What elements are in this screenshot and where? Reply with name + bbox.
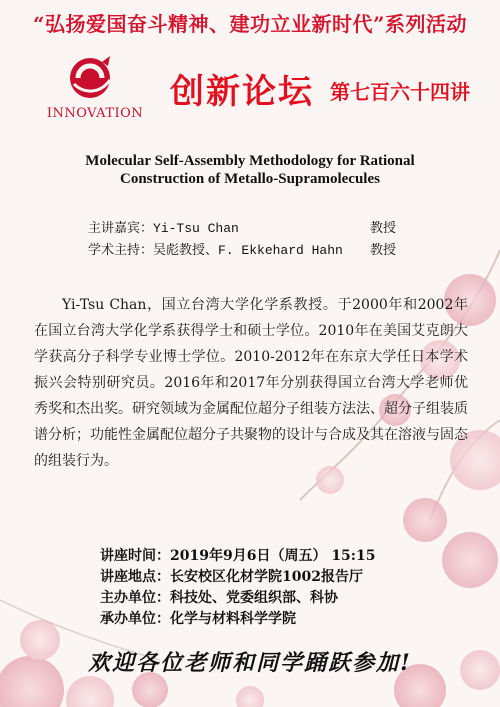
talk-title-line-2: Construction of Metallo-Supramolecules [120,171,380,187]
lecture-number: 第七百六十四讲 [330,80,470,104]
talk-title [40,152,460,188]
info-sponsor [100,588,460,609]
host-label: 学术主持： [88,243,154,258]
talk-title-line-1: Molecular Self-Assembly Methodology for Rational [85,153,415,169]
speaker-block [88,218,448,262]
place-label: 讲座地点： [100,569,170,585]
host-name: 吴彪教授、F. Ekkehard Hahn [153,243,343,258]
welcome-message: 欢迎各位老师和同学踊跃参加! [88,650,412,676]
info-place [100,567,460,588]
place-value: 长安校区化材学院1002报告厅 [170,569,363,585]
info-time [100,546,460,567]
sponsor-label: 主办单位： [100,590,170,606]
speaker-label: 主讲嘉宾： [88,221,154,236]
info-organizer [100,609,460,630]
organizer-value: 化学与材料科学学院 [170,611,296,627]
sponsor-value: 科技处、党委组织部、科协 [170,590,338,606]
speaker-row [88,218,448,240]
logo-text: INNOVATION [46,106,144,121]
lecture-info [100,546,460,630]
speaker-bio: Yi-Tsu Chan，国立台湾大学化学系教授。于2000年和2002年在国立台湾大学化学系获得学士和硕士学位。2010年在美国艾克朗大学获高分子科学专业博士学位。2010-2012年在东京大学任日本学术振兴会特别研究员。2016年和2017年分别获得国立台湾大学老师优秀奖和杰出奖。研究领域为金属配位超分子组装方法法、超分子组装质谱分析；功能性金属配位超分子共聚物的设计与合成及其在溶液与固态的组装行为。 [34,297,468,469]
speaker-title: 教授 [370,221,397,236]
time-value: 2019年9月6日（周五） 15:15 [170,548,376,564]
time-label: 讲座时间： [100,548,170,564]
host-title: 教授 [370,243,397,258]
organizer-label: 承办单位： [100,611,170,627]
forum-title: 创新论坛 [170,72,314,112]
host-row [88,240,448,262]
series-banner: “弘扬爱国奋斗精神、建功立业新时代”系列活动 [32,12,467,36]
speaker-name: Yi-Tsu Chan [153,221,239,236]
